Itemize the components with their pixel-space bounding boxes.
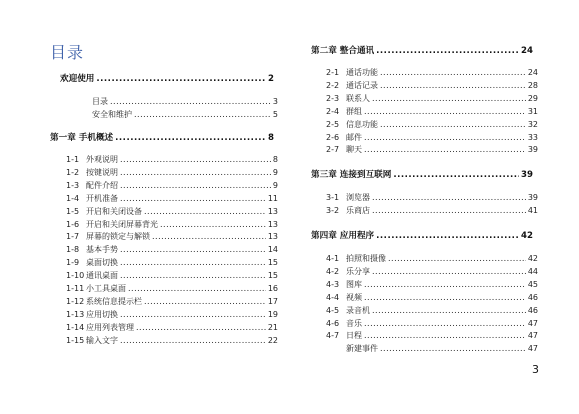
leader-dots	[152, 232, 266, 241]
entry-page: 15	[267, 258, 278, 268]
leader-dots	[144, 207, 266, 216]
entry-label: 音乐	[346, 318, 362, 328]
entry-page: 31	[527, 106, 538, 116]
toc-chapter-welcome[interactable]	[60, 72, 274, 84]
toc-chapter-3[interactable]	[311, 168, 533, 180]
entry-page: 9	[272, 180, 278, 190]
toc-entry[interactable]	[66, 167, 278, 178]
entry-label: 日程	[346, 331, 362, 341]
entry-page: 11	[267, 193, 278, 203]
leader-dots	[376, 46, 519, 56]
entry-page: 32	[527, 119, 538, 129]
toc-entry[interactable]	[326, 305, 538, 316]
entry-number: 4-2	[326, 266, 340, 276]
chapter-page: 24	[521, 46, 533, 56]
toc-entry[interactable]	[66, 206, 278, 217]
toc-entry[interactable]	[66, 309, 278, 320]
leader-dots	[115, 133, 266, 143]
leader-dots	[380, 68, 526, 77]
chapter-label: 第四章 应用程序	[311, 231, 375, 241]
toc-entry[interactable]	[66, 231, 278, 242]
leader-dots	[364, 107, 526, 116]
entry-label: 乐商店	[346, 205, 370, 215]
entry-label: 按键说明	[86, 167, 118, 177]
leader-dots	[364, 293, 526, 302]
chapter-page: 42	[521, 231, 533, 241]
leader-dots	[372, 206, 526, 215]
entry-label: 通话记录	[346, 80, 378, 90]
entry-page: 47	[527, 344, 538, 354]
entry-page: 13	[267, 219, 278, 229]
toc-entry[interactable]	[326, 119, 538, 130]
entry-label: 新建事件	[346, 344, 378, 354]
entry-page: 47	[527, 331, 538, 341]
leader-dots	[144, 297, 266, 306]
leader-dots	[380, 120, 526, 129]
entry-label: 输入文字	[86, 335, 118, 345]
toc-title: 目录	[50, 43, 85, 62]
entry-number: 4-1	[326, 254, 340, 263]
toc-entry[interactable]	[66, 270, 278, 281]
toc-entry[interactable]	[326, 192, 538, 203]
entry-label: 邮件	[346, 132, 362, 142]
entry-number: 1-13	[66, 309, 85, 319]
entry-label: 开启和关闭屏幕背光	[86, 219, 158, 229]
toc-entry[interactable]	[326, 205, 538, 216]
toc-entry[interactable]	[326, 330, 538, 341]
toc-entry[interactable]	[326, 318, 538, 329]
entry-page: 46	[527, 305, 538, 315]
leader-dots	[110, 97, 271, 106]
entry-number: 1-10	[66, 271, 85, 281]
toc-entry[interactable]	[326, 132, 538, 143]
chapter-label: 第三章 连接到互联网	[311, 170, 392, 180]
toc-entry[interactable]	[66, 180, 278, 191]
chapter-page: 2	[268, 74, 274, 84]
entry-label: 联系人	[346, 93, 370, 103]
chapter-page: 8	[268, 133, 274, 143]
entry-label: 系统信息提示栏	[86, 296, 142, 306]
entry-number: 4-7	[326, 331, 340, 341]
entry-number: 2-5	[326, 119, 340, 129]
entry-page: 3	[272, 97, 278, 106]
entry-label: 开启和关闭设备	[86, 206, 142, 216]
entry-label: 安全和维护	[92, 110, 132, 119]
entry-number: 2-3	[326, 93, 340, 103]
leader-dots	[120, 310, 266, 319]
entry-label: 乐分享	[346, 266, 370, 276]
toc-entry[interactable]	[326, 80, 538, 91]
entry-page: 39	[527, 193, 538, 202]
leader-dots	[136, 323, 266, 332]
entry-label: 配件介绍	[86, 180, 118, 190]
entry-label: 小工具桌面	[86, 284, 126, 293]
entry-number: 1-11	[66, 284, 85, 293]
toc-entry[interactable]	[326, 279, 538, 290]
entry-label: 应用切换	[86, 309, 118, 319]
leader-dots	[376, 231, 519, 241]
entry-label: 拍照和摄像	[346, 254, 386, 263]
entry-label: 浏览器	[346, 193, 370, 202]
entry-number: 1-15	[66, 335, 85, 345]
leader-dots	[372, 193, 526, 202]
chapter-page: 39	[521, 170, 533, 180]
toc-entry[interactable]	[326, 266, 538, 277]
toc-chapter-1[interactable]	[50, 131, 274, 143]
entry-label: 开机准备	[86, 193, 118, 203]
toc-entry[interactable]	[326, 93, 538, 104]
entry-page: 46	[527, 292, 538, 302]
entry-page: 13	[267, 206, 278, 216]
toc-entry[interactable]	[326, 144, 538, 155]
leader-dots	[128, 284, 266, 293]
entry-number: 1-14	[66, 322, 85, 332]
entry-number: 2-2	[326, 80, 340, 90]
entry-page: 28	[527, 80, 538, 90]
entry-number: 4-6	[326, 318, 340, 328]
entry-page: 41	[527, 205, 538, 215]
entry-label: 桌面切换	[86, 258, 118, 268]
toc-entry[interactable]	[326, 343, 538, 354]
toc-entry[interactable]	[66, 296, 278, 307]
toc-entry[interactable]	[92, 109, 278, 120]
entry-number: 4-3	[326, 279, 340, 289]
entry-page: 22	[267, 335, 278, 345]
leader-dots	[120, 168, 271, 177]
entry-label: 视频	[346, 292, 362, 302]
entry-label: 应用列表管理	[86, 322, 134, 332]
entry-label: 通话功能	[346, 68, 378, 77]
chapter-label: 欢迎使用	[60, 74, 95, 84]
entry-page: 5	[272, 110, 278, 119]
toc-entry[interactable]	[66, 193, 278, 204]
entry-label: 基本手势	[86, 245, 118, 255]
entry-page: 29	[527, 93, 538, 103]
leader-dots	[380, 344, 526, 353]
entry-page: 16	[267, 284, 278, 293]
entry-number: 1-7	[66, 232, 80, 242]
entry-number: 4-5	[326, 305, 340, 315]
entry-label: 信息功能	[346, 119, 378, 129]
entry-page: 17	[267, 296, 278, 306]
toc-entry[interactable]	[326, 292, 538, 303]
chapter-label: 第一章 手机概述	[50, 133, 114, 143]
entry-number: 1-1	[66, 155, 80, 164]
entry-label: 通讯桌面	[86, 271, 118, 281]
leader-dots	[388, 254, 526, 263]
entry-page: 24	[527, 68, 538, 77]
leader-dots	[120, 258, 266, 267]
entry-page: 19	[267, 309, 278, 319]
toc-chapter-2[interactable]	[311, 44, 533, 56]
toc-chapter-4[interactable]	[311, 229, 533, 241]
entry-page: 14	[267, 245, 278, 255]
leader-dots	[393, 170, 519, 180]
toc-entry[interactable]	[92, 96, 278, 107]
entry-number: 3-2	[326, 205, 340, 215]
entry-page: 39	[527, 145, 538, 155]
entry-number: 1-9	[66, 258, 80, 268]
leader-dots	[364, 331, 526, 340]
toc-entry[interactable]	[66, 322, 278, 333]
entry-number: 2-6	[326, 132, 340, 142]
entry-label: 群组	[346, 106, 362, 116]
leader-dots	[120, 336, 266, 345]
entry-label: 目录	[92, 97, 108, 106]
entry-number: 1-2	[66, 167, 80, 177]
toc-entry[interactable]	[66, 219, 278, 230]
entry-number: 1-4	[66, 193, 80, 203]
entry-page: 44	[527, 266, 538, 276]
leader-dots	[372, 306, 526, 315]
leader-dots	[364, 133, 526, 142]
entry-number: 2-4	[326, 106, 340, 116]
leader-dots	[380, 81, 526, 90]
leader-dots	[364, 145, 526, 154]
toc-entry[interactable]	[66, 257, 278, 268]
entry-number: 2-7	[326, 145, 340, 155]
entry-number: 1-8	[66, 245, 80, 255]
leader-dots	[120, 271, 266, 280]
entry-number: 2-1	[326, 68, 340, 77]
leader-dots	[134, 110, 271, 119]
entry-number: 1-6	[66, 219, 80, 229]
entry-page: 33	[527, 132, 538, 142]
entry-page: 9	[272, 167, 278, 177]
toc-entry[interactable]	[326, 106, 538, 117]
leader-dots	[120, 155, 271, 164]
entry-page: 45	[527, 279, 538, 289]
entry-page: 8	[272, 155, 278, 164]
leader-dots	[372, 94, 526, 103]
entry-page: 42	[527, 254, 538, 263]
leader-dots	[120, 194, 266, 203]
entry-number: 3-1	[326, 193, 340, 202]
leader-dots	[96, 74, 266, 84]
toc-entry[interactable]	[66, 154, 278, 165]
toc-entry[interactable]	[66, 335, 278, 346]
leader-dots	[364, 280, 526, 289]
entry-page: 13	[267, 232, 278, 242]
leader-dots	[364, 319, 526, 328]
entry-number: 1-3	[66, 180, 80, 190]
leader-dots	[160, 220, 266, 229]
toc-entry[interactable]	[66, 244, 278, 255]
entry-page: 21	[267, 322, 278, 332]
entry-label: 屏幕的锁定与解锁	[86, 232, 150, 242]
toc-entry[interactable]	[326, 67, 538, 78]
leader-dots	[120, 181, 271, 190]
entry-number: 1-12	[66, 296, 85, 306]
entry-page: 47	[527, 318, 538, 328]
entry-label: 聊天	[346, 145, 362, 155]
entry-number: 1-5	[66, 206, 80, 216]
page-number: 3	[532, 363, 539, 376]
entry-number: 4-4	[326, 292, 340, 302]
leader-dots	[372, 267, 526, 276]
entry-label: 外观说明	[86, 155, 118, 164]
entry-label: 图库	[346, 279, 362, 289]
toc-entry[interactable]	[66, 283, 278, 294]
entry-label: 录音机	[346, 305, 370, 315]
chapter-label: 第二章 整合通讯	[311, 46, 375, 56]
leader-dots	[120, 245, 266, 254]
entry-page: 15	[267, 271, 278, 281]
toc-entry[interactable]	[326, 253, 538, 264]
